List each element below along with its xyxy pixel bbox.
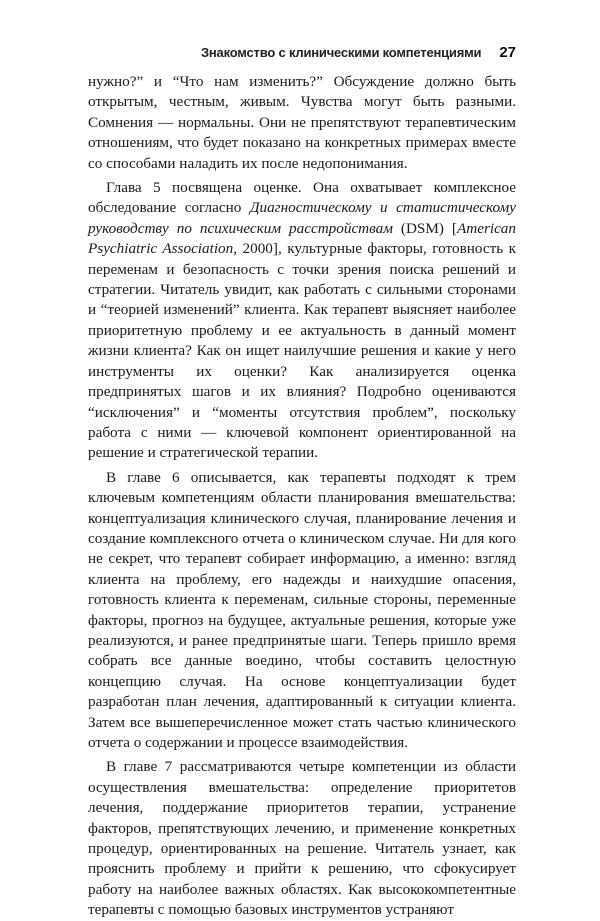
paragraph-chapter-5 [88, 178, 516, 464]
text-run: Глава 5 посвящена оценке. Она охватывает комплексное обследование согласно [88, 179, 516, 217]
body-text [88, 72, 516, 921]
paragraph-chapter-7 [88, 757, 516, 920]
italic-text: Диагностическому и статистическому руководству по психическим расстройствам [88, 199, 516, 237]
paragraph-continuation [88, 72, 516, 174]
text-run: В главе 7 рассматриваются четыре компетенции из области осуществления вмешательства: определение приоритетов лечения, поддержание приоритетов терапии, устранение факторов, препятствующих лечению, и применение конкретных процедур, ориентированных на решение. Читатель узнает, как прояснить проблему и прийти к решению, что сфокусирует работу на наиболее важных областях. Как высококомпетентные терапевты с помощью базовых инструментов устраняют [88, 758, 516, 919]
italic-text: American Psychiatric Association [88, 219, 516, 258]
page-number: 27 [499, 44, 516, 61]
text-run: нужно?” и “Что нам изменить?” Обсуждение должно быть открытым, честным, живым. Чувства могут быть разными. Сомнения — нормальны. Они не препятствуют терапевтическим отношениям, что будет показано на конкретных примерах вместе со способами наладить их после недопонимания. [88, 73, 516, 172]
running-title: Знакомство с клиническими компетенциями [200, 45, 482, 60]
text-run: , 2000], культурные факторы, готовность к переменам и безопасность с точки зрения поиска решений и стратегии. Читатель увидит, как работать с сильными сторонами и “теорией изменений” клиента. Как терапевт выясняет наиболее приоритетную проблему и ее актуальность в данный момент жизни клиента? Как он ищет наилучшие решения и какие у него инструменты их оценки? Как анализируется оценка предпринятых шагов и их влияния? Подробно оцениваются “исключения” и “моменты отсутствия проблем”, поскольку работа с ними — ключевой компонент ориентированной на решение и стратегической терапии. [88, 240, 516, 462]
text-run: (DSM) [ [392, 219, 457, 237]
running-head [88, 44, 516, 61]
text-run: В главе 6 описывается, как терапевты подходят к трем ключевым компетенциям области планирования вмешательства: концептуализация клинического случая, планирование лечения и создание комплексного отчета о клиническом случае. Ни для кого не секрет, что терапевт собирает информацию, а именно: взгляд клиента на проблему, его надежды и наихудшие опасения, готовность клиента к переменам, сильные стороны, переменные факторы, прогноз на будущее, актуальные решения, которые уже реализуются, и ранее предпринятые шаги. Теперь пришло время собрать все данные воедино, чтобы составить целостную концепцию случая. На основе концептуализации будет разработан план лечения, адаптированный к ситуации клиента. Затем все вышеперечисленное может стать частью клинического отчета о содержании и процессе взаимодействия. [88, 468, 516, 751]
paragraph-chapter-6 [88, 468, 516, 754]
